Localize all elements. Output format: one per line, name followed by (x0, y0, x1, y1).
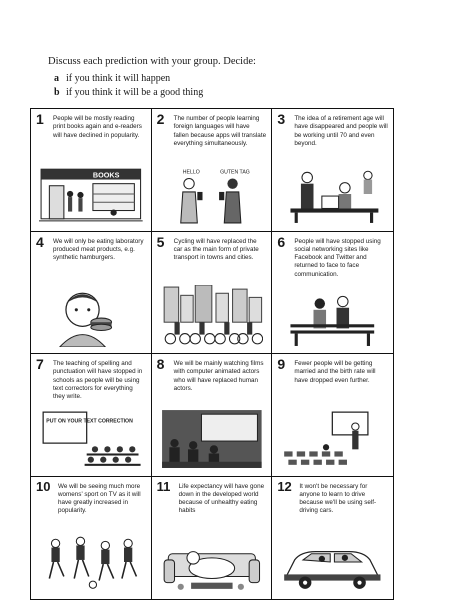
cyclists-illustration (160, 285, 264, 347)
translation-illustration (160, 163, 264, 225)
prediction-card (152, 477, 273, 600)
prediction-number: 7 (36, 356, 44, 372)
prediction-card (152, 354, 273, 477)
prediction-text: The idea of a retirement age will have disappeared and people will be working until 70 and even beyond. (294, 115, 388, 147)
prediction-card (31, 232, 152, 355)
speech-bubble-left: HELLO (182, 168, 200, 175)
speech-bubble-right: GUTEN TAG (219, 168, 250, 175)
prediction-number: 4 (36, 233, 44, 250)
prediction-text: We will be seeing much more womens' sport on TV as it will have greatly increased in popularity. (58, 482, 141, 515)
prediction-text: Cycling will have replaced the car as the main form of private transport in towns and cities. (173, 237, 259, 262)
bookshop-illustration (39, 163, 143, 225)
prediction-number: 5 (156, 233, 165, 250)
prediction-number: 6 (277, 233, 286, 250)
prediction-text: People will be mostly reading print books again and e-readers will have declined in popularity. (53, 115, 142, 139)
prediction-card (31, 354, 152, 477)
prediction-card (272, 232, 393, 355)
prediction-number: 10 (36, 478, 51, 494)
option-letter: b (54, 87, 60, 98)
cinema-illustration (160, 408, 264, 470)
empty-classroom-illustration (280, 408, 385, 470)
instructions (48, 56, 428, 101)
option-text: if you think it will happen (66, 73, 171, 84)
prediction-card (272, 477, 393, 600)
prediction-text: The teaching of spelling and punctuation will have stopped in schools as people will be using text correctors for everything they write. (53, 360, 143, 401)
prediction-card (272, 354, 393, 477)
prediction-card (31, 109, 152, 232)
prediction-card (272, 109, 393, 232)
bench-illustration (280, 285, 385, 347)
instructions-title: Discuss each prediction with your group. Decide: (48, 56, 256, 67)
prediction-text: Fewer people will be getting married and the birth rate will have dropped even further. (294, 360, 376, 384)
prediction-number: 9 (277, 356, 286, 372)
prediction-number: 12 (277, 478, 292, 494)
prediction-card (152, 232, 273, 355)
office-illustration (280, 163, 385, 225)
option-text: if you think it will be a good thing (66, 87, 204, 98)
prediction-number: 8 (156, 356, 165, 372)
prediction-number: 2 (156, 111, 165, 127)
prediction-text: Life expectancy will have gone down in the developed world because of unhealthy eating habits (178, 482, 265, 515)
prediction-text: We will be mainly watching films with computer animated actors who will have replaced human actors. (173, 360, 264, 392)
prediction-text: It won't be necessary for anyone to learn to drive because we'll be using self-driving cars. (299, 482, 377, 515)
option-letter: a (54, 73, 59, 84)
option-b (54, 87, 428, 98)
bookshop-sign: BOOKS (92, 169, 120, 179)
burger-illustration (39, 285, 143, 347)
prediction-number: 11 (156, 478, 171, 494)
football-illustration (39, 531, 143, 593)
predictions-grid (30, 108, 394, 600)
prediction-card (152, 109, 273, 232)
classroom-illustration (39, 408, 143, 470)
prediction-number: 1 (36, 111, 44, 127)
prediction-card (31, 477, 152, 600)
option-a (54, 73, 428, 84)
car-illustration (280, 531, 385, 593)
prediction-text: The number of people learning foreign languages will have fallen because apps will translate everything simultaneously. (173, 115, 267, 147)
prediction-text: We will only be eating laboratory produced meat products, e.g. synthetic hamburgers. (53, 237, 144, 262)
prediction-text: People will have stopped using social networking sites like Facebook and Twitter and returned to face to face communication. (294, 237, 381, 278)
sofa-illustration (160, 531, 264, 593)
prediction-number: 3 (277, 111, 286, 127)
whiteboard-text: PUT ON YOUR TEXT CORRECTION (46, 417, 133, 424)
